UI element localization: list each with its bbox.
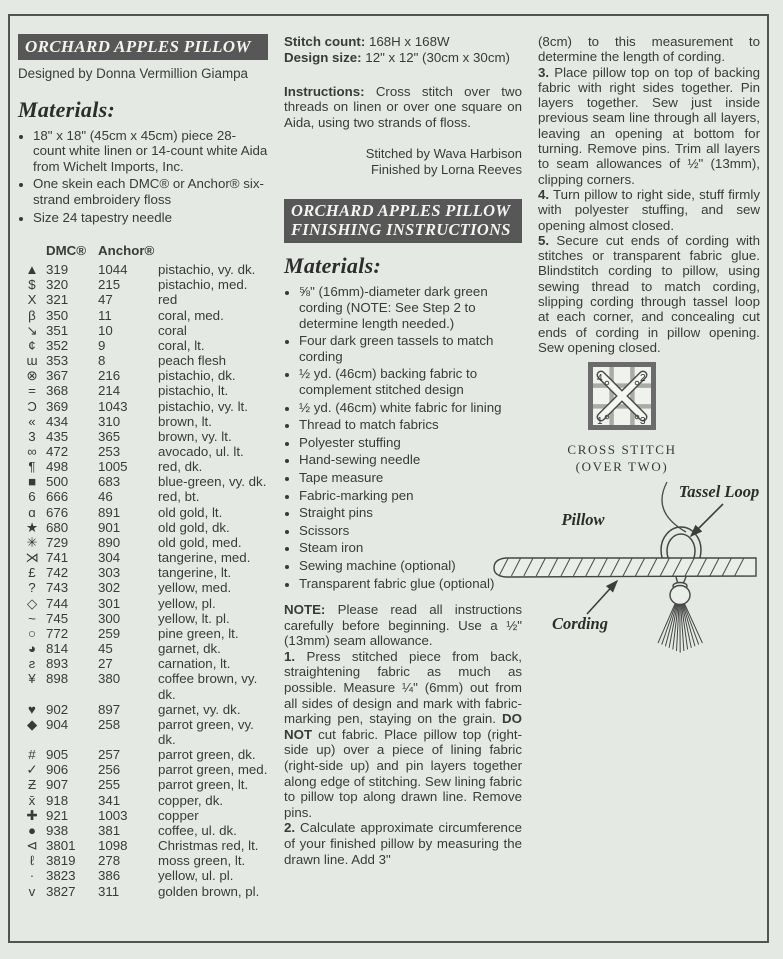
floss-anchor-number: 890	[98, 534, 121, 550]
floss-row	[18, 793, 268, 808]
floss-row	[18, 308, 268, 323]
stitch-number-4: 4	[597, 373, 603, 384]
paragraph-lead: 3.	[538, 64, 550, 80]
floss-symbol: ●	[27, 822, 37, 838]
floss-color-name: golden brown, pl.	[158, 883, 260, 899]
floss-symbol: ⊗	[26, 368, 38, 384]
material-item: • ½ yd. (46cm) backing fabric to complement stitched design	[299, 366, 522, 397]
cording-rope	[494, 558, 756, 577]
floss-row	[18, 611, 268, 626]
floss-anchor-number: 1003	[98, 807, 128, 823]
floss-color-name: pistachio, med.	[158, 277, 248, 293]
floss-color-name: pistachio, dk.	[158, 368, 236, 384]
floss-anchor-number: 257	[98, 747, 121, 763]
floss-symbol: β	[28, 307, 36, 323]
floss-dmc-number: 741	[46, 550, 69, 566]
finishing-materials-heading: Materials:	[284, 253, 382, 279]
finishing-title-line1: ORCHARD APPLES PILLOW	[291, 201, 511, 221]
floss-row	[18, 414, 268, 429]
floss-color-name: yellow, pl.	[158, 595, 216, 611]
material-item: • One skein each DMC® or Anchor® six-strand embroidery floss	[33, 176, 268, 207]
floss-color-name: pistachio, lt.	[158, 383, 229, 399]
floss-dmc-number: 893	[46, 656, 69, 672]
paragraph-text: Calculate approximate circumference of your finished pillow by measuring the drawn line. Add 3"	[284, 820, 522, 867]
floss-dmc-number: 666	[46, 489, 69, 505]
floss-anchor-number: 310	[98, 413, 121, 429]
floss-symbol: Ƶ	[27, 777, 37, 793]
floss-dmc-number: 676	[46, 504, 69, 520]
material-item: • Tape measure	[299, 470, 522, 486]
floss-row	[18, 505, 268, 520]
floss-symbol: ✳	[26, 534, 38, 550]
paragraph-lead: 2.	[284, 820, 296, 836]
floss-dmc-number: 3827	[46, 883, 76, 899]
floss-color-name: brown, vy. lt.	[158, 428, 232, 444]
floss-color-name: carnation, lt.	[158, 656, 231, 672]
finishing-title-line2: FINISHING INSTRUCTIONS	[291, 219, 511, 239]
material-item: • Polyester stuffing	[299, 435, 522, 451]
floss-symbol: ~	[28, 610, 36, 626]
floss-row	[18, 399, 268, 414]
credits-block	[284, 146, 522, 179]
floss-color-name: garnet, dk.	[158, 641, 221, 657]
tassel-shape	[670, 577, 690, 605]
material-item: • Transparent fabric glue (optional)	[299, 576, 522, 592]
floss-symbol: X	[27, 292, 37, 308]
tassel-loop-arrow	[691, 504, 723, 536]
floss-dmc-number: 814	[46, 641, 69, 657]
tassel-figure	[486, 478, 764, 668]
floss-row	[18, 535, 268, 550]
floss-anchor-number: 301	[98, 595, 121, 611]
floss-symbol: ✚	[26, 807, 38, 823]
instruction-paragraph	[538, 34, 760, 65]
floss-anchor-number: 11	[98, 307, 112, 323]
floss-header-dmc: DMC®	[46, 243, 87, 259]
floss-color-name: old gold, dk.	[158, 519, 230, 535]
floss-row	[18, 853, 268, 868]
floss-dmc-number: 320	[46, 277, 69, 293]
stitch-number-3: 3	[640, 416, 646, 427]
floss-dmc-number: 904	[46, 716, 69, 732]
floss-row	[18, 671, 268, 701]
floss-anchor-number: 386	[98, 868, 121, 884]
floss-anchor-number: 258	[98, 716, 121, 732]
material-item: • Straight pins	[299, 505, 522, 521]
paragraph-text: (8cm) to this measurement to determine the length of cording.	[538, 34, 760, 65]
cording-label: Cording	[552, 614, 608, 633]
floss-anchor-number: 9	[98, 337, 106, 353]
floss-anchor-number: 302	[98, 580, 121, 596]
floss-symbol: ¶	[28, 459, 36, 475]
floss-color-name: peach flesh	[158, 353, 227, 369]
floss-anchor-number: 300	[98, 610, 121, 626]
materials-heading: Materials:	[18, 96, 116, 122]
floss-symbol: ƨ	[28, 656, 36, 672]
cross-stitch-caption-line1: CROSS STITCH	[567, 442, 677, 457]
floss-dmc-number: 351	[46, 322, 69, 338]
floss-row	[18, 262, 268, 277]
material-item: • ½ yd. (46cm) white fabric for lining	[299, 400, 522, 416]
floss-row	[18, 656, 268, 671]
floss-row	[18, 823, 268, 838]
floss-symbol: ◆	[26, 716, 38, 732]
floss-dmc-number: 906	[46, 762, 69, 778]
floss-color-name: pine green, lt.	[158, 625, 239, 641]
floss-row	[18, 474, 268, 489]
instruction-paragraph	[284, 649, 522, 821]
designer-byline: Designed by Donna Vermillion Giampa	[18, 66, 248, 82]
floss-color-name: blue-green, vy. dk.	[158, 474, 267, 490]
floss-color-name: garnet, vy. dk.	[158, 701, 241, 717]
instruction-paragraph	[284, 820, 522, 867]
floss-symbol: ★	[26, 519, 38, 535]
floss-symbol: ɯ	[26, 353, 38, 369]
floss-color-name: coffee brown, vy. dk.	[158, 671, 258, 702]
middle-column	[284, 34, 522, 899]
floss-dmc-number: 321	[46, 292, 69, 308]
finishing-title-bar	[284, 199, 522, 243]
material-item: • Scissors	[299, 523, 522, 539]
floss-symbol: ⋊	[25, 550, 39, 566]
floss-symbol: ⊲	[26, 838, 38, 854]
floss-color-name: pistachio, vy. dk.	[158, 262, 256, 278]
floss-color-name: red	[158, 292, 178, 308]
floss-anchor-number: 256	[98, 762, 121, 778]
floss-row	[18, 444, 268, 459]
floss-color-name: pistachio, vy. lt.	[158, 398, 248, 414]
floss-anchor-number: 1044	[98, 262, 128, 278]
floss-table-rows	[18, 262, 268, 899]
material-item: • ⅝" (16mm)-diameter dark green cording (NOTE: See Step 2 to determine length needed.)	[299, 284, 522, 331]
floss-row	[18, 520, 268, 535]
stitched-by-credit: Stitched by Wava Harbison	[365, 145, 522, 161]
floss-anchor-number: 27	[98, 656, 113, 672]
floss-color-name: red, dk.	[158, 459, 203, 475]
floss-table-header	[18, 243, 268, 258]
instructions-block	[284, 84, 522, 131]
floss-color-name: copper	[158, 807, 199, 823]
material-item: • Fabric-marking pen	[299, 488, 522, 504]
paragraph-lead: NOTE:	[284, 602, 326, 618]
floss-dmc-number: 3819	[46, 853, 76, 869]
floss-anchor-number: 8	[98, 353, 106, 369]
article-title: ORCHARD APPLES PILLOW	[25, 37, 251, 56]
cross-stitch-figure	[588, 362, 656, 430]
design-size-value: 12" x 12" (30cm x 30cm)	[365, 49, 510, 65]
floss-symbol: ◇	[26, 595, 38, 611]
material-item: • Thread to match fabrics	[299, 417, 522, 433]
floss-symbol: ■	[27, 474, 37, 490]
floss-dmc-number: 472	[46, 444, 69, 460]
floss-row	[18, 580, 268, 595]
floss-symbol: ◕	[27, 641, 37, 657]
floss-dmc-number: 680	[46, 519, 69, 535]
floss-color-name: brown, lt.	[158, 413, 212, 429]
material-item: • Four dark green tassels to match cording	[299, 333, 522, 364]
floss-row	[18, 277, 268, 292]
floss-dmc-number: 434	[46, 413, 69, 429]
floss-anchor-number: 891	[98, 504, 121, 520]
floss-dmc-number: 742	[46, 565, 69, 581]
stitch-count-value: 168H x 168W	[368, 34, 450, 49]
floss-dmc-number: 905	[46, 747, 69, 763]
floss-symbol: ¢	[28, 337, 36, 353]
tassel-cording-diagram	[486, 478, 764, 673]
floss-color-name: tangerine, lt.	[158, 565, 232, 581]
floss-anchor-number: 311	[98, 883, 120, 899]
cross-stitch-caption-line2: (OVER TWO)	[575, 458, 669, 474]
floss-symbol: ¥	[28, 671, 36, 687]
floss-anchor-number: 214	[98, 383, 121, 399]
floss-dmc-number: 500	[46, 474, 69, 490]
floss-anchor-number: 1005	[98, 459, 128, 475]
floss-anchor-number: 304	[98, 550, 121, 566]
floss-anchor-number: 255	[98, 777, 121, 793]
floss-row	[18, 383, 268, 398]
floss-color-name: Christmas red, lt.	[158, 838, 259, 854]
floss-row	[18, 292, 268, 307]
floss-color-name: parrot green, lt.	[158, 777, 249, 793]
floss-dmc-number: 744	[46, 595, 69, 611]
floss-header-anchor: Anchor®	[98, 243, 155, 259]
floss-symbol: ℓ	[29, 853, 35, 869]
floss-dmc-number: 368	[46, 383, 69, 399]
floss-anchor-number: 380	[98, 671, 121, 687]
floss-row	[18, 353, 268, 368]
floss-anchor-number: 45	[98, 641, 113, 657]
article-title-bar	[18, 34, 268, 60]
paragraph-text: Please read all instructions carefully before beginning. Use a ½" (13mm) seam allowance.	[284, 602, 522, 649]
floss-row	[18, 884, 268, 899]
floss-row	[18, 641, 268, 656]
floss-row	[18, 368, 268, 383]
paragraph-lead: 1.	[284, 648, 296, 664]
floss-dmc-number: 3823	[46, 868, 76, 884]
floss-dmc-number: 745	[46, 610, 69, 626]
paragraph-lead: 5.	[538, 232, 550, 248]
floss-row	[18, 323, 268, 338]
floss-anchor-number: 215	[98, 277, 121, 293]
floss-symbol: «	[28, 413, 36, 429]
pillow-label: Pillow	[561, 510, 605, 529]
floss-row	[18, 702, 268, 717]
finishing-steps-right	[538, 34, 760, 355]
material-item: • Steam iron	[299, 540, 522, 556]
floss-anchor-number: 683	[98, 474, 121, 490]
floss-symbol: #	[28, 747, 36, 763]
floss-symbol: ✓	[26, 762, 38, 778]
floss-row	[18, 762, 268, 777]
floss-symbol: x̄	[28, 792, 36, 808]
floss-symbol: ♥	[28, 701, 36, 717]
floss-color-name: yellow, med.	[158, 580, 232, 596]
floss-color-name: coral	[158, 322, 187, 338]
floss-color-name: tangerine, med.	[158, 550, 251, 566]
paragraph-lead: 4.	[538, 186, 550, 202]
floss-color-name: avocado, ul. lt.	[158, 444, 244, 460]
paragraph-text: Turn pillow to right side, stuff firmly with polyester stuffing, and sew opening almost closed.	[538, 186, 760, 233]
floss-dmc-number: 898	[46, 671, 69, 687]
floss-row	[18, 338, 268, 353]
stitch-number-2: 2	[640, 373, 646, 384]
materials-list	[18, 128, 268, 226]
floss-row	[18, 717, 268, 747]
floss-color-name: parrot green, med.	[158, 762, 268, 778]
floss-anchor-number: 1043	[98, 398, 128, 414]
floss-color-name: old gold, med.	[158, 534, 242, 550]
floss-color-name: parrot green, vy. dk.	[158, 716, 254, 747]
floss-symbol: ?	[28, 580, 36, 596]
instruction-paragraph	[538, 233, 760, 355]
floss-color-name: moss green, lt.	[158, 853, 246, 869]
floss-anchor-number: 278	[98, 853, 121, 869]
floss-row	[18, 808, 268, 823]
floss-dmc-number: 369	[46, 398, 69, 414]
floss-dmc-number: 772	[46, 625, 69, 641]
floss-dmc-number: 907	[46, 777, 69, 793]
floss-symbol: ↘	[26, 322, 38, 338]
finished-by-credit: Finished by Lorna Reeves	[370, 162, 522, 178]
stitch-info-block	[284, 34, 522, 66]
floss-anchor-number: 253	[98, 444, 121, 460]
paragraph-text: Secure cut ends of cording with stitches or transparent fabric glue. Blindstitch cording to pillow, using sewing thread to match cording, slipping cording through tassel loop at each corner, and concealing cut ends of cording in pillow opening. Sew opening closed.	[538, 232, 760, 355]
floss-dmc-number: 938	[46, 822, 69, 838]
stitch-count-label: Stitch count:	[284, 34, 366, 49]
floss-symbol: =	[28, 383, 36, 399]
floss-color-name: old gold, lt.	[158, 504, 223, 520]
paragraph-text: Place pillow top on top of backing fabric with right sides together. Pin layers together. Sew just inside previous seam line through all layers, leaving an opening at bottom for turning. Remove pins. Trim all layers to seam allowances of ½" (13mm), clipping corners.	[538, 64, 760, 187]
floss-color-name: yellow, ul. pl.	[158, 868, 234, 884]
instructions-label: Instructions:	[284, 83, 365, 99]
floss-symbol: $	[28, 277, 36, 293]
material-item: • Hand-sewing needle	[299, 452, 522, 468]
left-column	[18, 34, 268, 899]
floss-row	[18, 747, 268, 762]
floss-dmc-number: 352	[46, 337, 69, 353]
material-item: • Sewing machine (optional)	[299, 558, 522, 574]
floss-anchor-number: 259	[98, 625, 121, 641]
floss-row	[18, 429, 268, 444]
floss-color-name: parrot green, dk.	[158, 747, 256, 763]
floss-symbol: ▲	[25, 262, 39, 278]
floss-anchor-number: 897	[98, 701, 121, 717]
cross-stitch-diagram	[556, 362, 688, 476]
floss-dmc-number: 350	[46, 307, 69, 323]
floss-row	[18, 596, 268, 611]
floss-dmc-number: 3801	[46, 838, 76, 854]
floss-symbol: ɑ	[28, 504, 36, 520]
floss-dmc-number: 921	[46, 807, 69, 823]
floss-row	[18, 489, 268, 504]
instruction-paragraph	[538, 187, 760, 233]
floss-row	[18, 868, 268, 883]
floss-anchor-number: 901	[98, 519, 121, 535]
floss-anchor-number: 46	[98, 489, 113, 505]
floss-dmc-number: 319	[46, 262, 69, 278]
floss-dmc-number: 729	[46, 534, 69, 550]
floss-dmc-number: 367	[46, 368, 69, 384]
paragraph-lead: DO NOT	[284, 711, 522, 742]
floss-anchor-number: 10	[98, 322, 113, 338]
floss-color-table	[18, 243, 268, 899]
floss-dmc-number: 353	[46, 353, 69, 369]
floss-dmc-number: 435	[46, 428, 69, 444]
floss-color-name: red, bt.	[158, 489, 200, 505]
floss-color-name: coral, lt.	[158, 337, 205, 353]
floss-row	[18, 550, 268, 565]
paragraph-text: cut fabric. Place pillow top (right-side up) over a piece of lining fabric (right-side up) and pin layers together along edge of stitching. Sew lining fabric to pillow top along drawn line. Remove pins.	[284, 726, 522, 820]
floss-dmc-number: 743	[46, 580, 69, 596]
floss-dmc-number: 918	[46, 792, 69, 808]
floss-symbol: ○	[27, 625, 37, 641]
floss-anchor-number: 365	[98, 428, 121, 444]
floss-anchor-number: 381	[98, 822, 121, 838]
floss-anchor-number: 216	[98, 368, 121, 384]
floss-row	[18, 626, 268, 641]
floss-color-name: copper, dk.	[158, 792, 224, 808]
floss-anchor-number: 341	[98, 792, 121, 808]
cording-arrow	[587, 581, 617, 614]
floss-row	[18, 777, 268, 792]
floss-color-name: coffee, ul. dk.	[158, 822, 237, 838]
paragraph-text: Press stitched piece from back, straightening fabric as much as possible. Measure ¼" (6mm) out from all sides of design and mark with fabric-marking pen, staying on the grain.	[284, 648, 522, 727]
floss-symbol: v	[28, 883, 36, 899]
floss-row	[18, 565, 268, 580]
floss-symbol: ∞	[27, 444, 37, 460]
floss-header-spacer2	[158, 243, 268, 258]
floss-row	[18, 459, 268, 474]
instruction-paragraph	[538, 65, 760, 187]
floss-symbol: ·	[29, 868, 35, 884]
cross-stitch-caption	[556, 442, 688, 476]
tassel-loop-label: Tassel Loop	[678, 482, 760, 501]
floss-dmc-number: 902	[46, 701, 69, 717]
floss-anchor-number: 1098	[98, 838, 128, 854]
floss-symbol: £	[28, 565, 36, 581]
floss-color-name: yellow, lt. pl.	[158, 610, 230, 626]
floss-color-name: coral, med.	[158, 307, 224, 323]
floss-header-spacer	[18, 243, 46, 258]
floss-anchor-number: 303	[98, 565, 121, 581]
floss-symbol: 3	[28, 428, 36, 444]
tassel-skirt-strands	[658, 604, 702, 653]
floss-anchor-number: 47	[98, 292, 113, 308]
stitch-number-1: 1	[597, 416, 603, 427]
material-item: • 18" x 18" (45cm x 45cm) piece 28-count white linen or 14-count white Aida from Wichelt Imports, Inc.	[33, 128, 268, 175]
design-size-label: Design size:	[284, 49, 362, 65]
instructions-text: Cross stitch over two threads on linen or over one square on Aida, using two strands of floss.	[284, 83, 522, 131]
floss-dmc-number: 498	[46, 459, 69, 475]
floss-symbol: 6	[28, 489, 36, 505]
material-item: • Size 24 tapestry needle	[33, 210, 268, 226]
floss-symbol: Ɔ	[27, 398, 37, 414]
floss-row	[18, 838, 268, 853]
